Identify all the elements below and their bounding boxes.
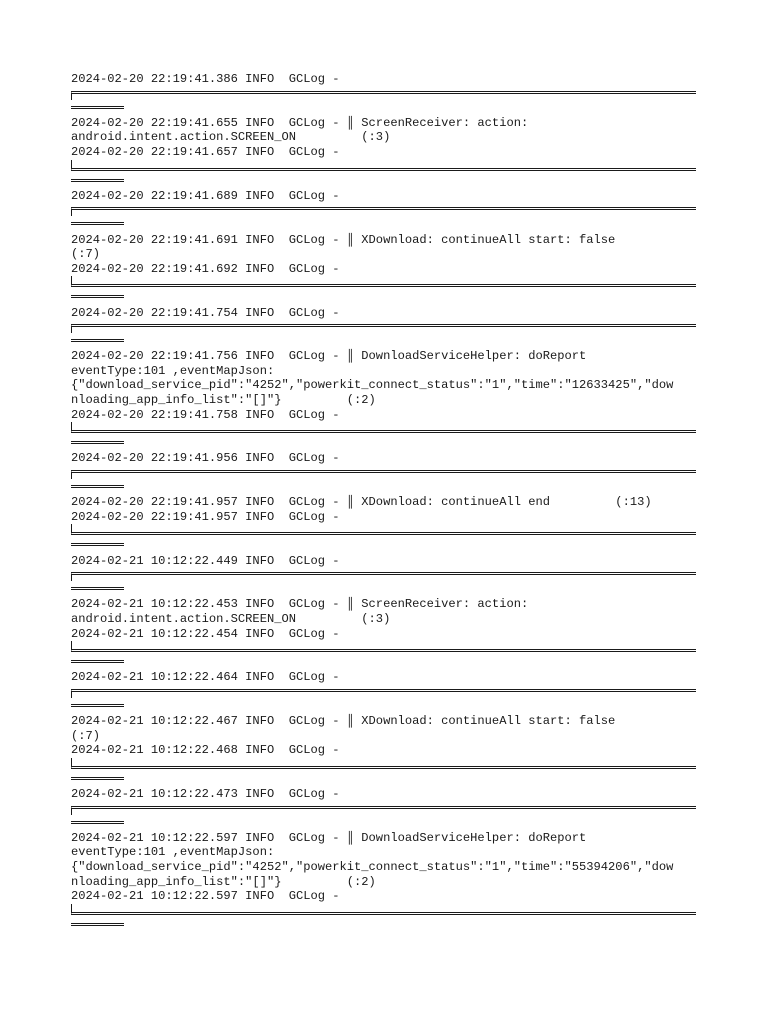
log-line: 2024-02-20 22:19:41.756 INFO GCLog - ║ DownloadServiceHelper: doReport xyxy=(71,349,587,364)
border-rule xyxy=(74,430,696,433)
log-line: 2024-02-20 22:19:41.655 INFO GCLog - ║ ScreenReceiver: action: xyxy=(71,115,529,130)
border-rule xyxy=(74,532,696,535)
border-rule-wrap xyxy=(71,543,124,546)
log-document xyxy=(71,72,701,933)
box-bottom-border xyxy=(71,160,701,189)
log-line: 2024-02-20 22:19:41.692 INFO GCLog - xyxy=(71,261,340,276)
log-line: 2024-02-21 10:12:22.597 INFO GCLog - ║ DownloadServiceHelper: doReport xyxy=(71,830,587,845)
border-rule-wrap xyxy=(71,777,124,780)
box-bottom-border xyxy=(71,758,701,787)
border-rule xyxy=(74,207,696,210)
log-line: 2024-02-21 10:12:22.473 INFO GCLog - xyxy=(71,787,340,802)
box-bottom-border xyxy=(71,641,701,670)
box-top-border xyxy=(71,685,701,714)
box-top-border xyxy=(71,802,701,831)
log-line: 2024-02-21 10:12:22.453 INFO GCLog - ║ ScreenReceiver: action: xyxy=(71,597,529,612)
box-top-border xyxy=(71,320,701,349)
border-rule xyxy=(74,324,696,327)
border-rule xyxy=(74,470,696,473)
log-line: android.intent.action.SCREEN_ON (:3) xyxy=(71,611,391,626)
box-bottom-border xyxy=(71,276,701,305)
log-line: {"download_service_pid":"4252","powerkit_connect_status":"1","time":"12633425","dow xyxy=(71,378,674,393)
log-line: nloading_app_info_list":"[]"} (:2) xyxy=(71,393,376,408)
log-line: (:7) xyxy=(71,247,101,262)
border-rule-wrap xyxy=(71,339,124,342)
log-line: eventType:101 ,eventMapJson: xyxy=(71,363,275,378)
log-line: 2024-02-21 10:12:22.597 INFO GCLog - xyxy=(71,889,340,904)
log-line: {"download_service_pid":"4252","powerkit_connect_status":"1","time":"55394206","dow xyxy=(71,860,674,875)
border-rule-wrap xyxy=(71,923,124,926)
log-line: 2024-02-20 22:19:41.386 INFO GCLog - xyxy=(71,72,340,86)
border-rule-wrap xyxy=(71,587,124,590)
log-line: 2024-02-21 10:12:22.468 INFO GCLog - xyxy=(71,743,340,758)
border-rule-wrap xyxy=(71,106,124,109)
log-line: 2024-02-20 22:19:41.758 INFO GCLog - xyxy=(71,407,340,422)
box-bottom-border xyxy=(71,904,701,933)
border-rule-wrap xyxy=(71,222,124,225)
border-rule-wrap xyxy=(71,704,124,707)
box-bottom-border xyxy=(71,524,701,553)
border-rule xyxy=(74,649,696,652)
border-rule-wrap xyxy=(71,179,124,182)
log-line: 2024-02-20 22:19:41.957 INFO GCLog - xyxy=(71,509,340,524)
log-line: 2024-02-21 10:12:22.467 INFO GCLog - ║ XDownload: continueAll start: false xyxy=(71,714,616,729)
border-rule-wrap xyxy=(71,295,124,298)
log-line: 2024-02-20 22:19:41.689 INFO GCLog - xyxy=(71,188,340,203)
border-rule xyxy=(74,766,696,769)
border-rule xyxy=(74,168,696,171)
log-line: nloading_app_info_list":"[]"} (:2) xyxy=(71,874,376,889)
log-line: android.intent.action.SCREEN_ON (:3) xyxy=(71,130,391,145)
log-line: 2024-02-20 22:19:41.956 INFO GCLog - xyxy=(71,451,340,466)
border-rule-wrap xyxy=(71,821,124,824)
box-top-border xyxy=(71,466,701,495)
border-rule xyxy=(74,689,696,692)
box-top-border xyxy=(71,568,701,597)
box-top-border xyxy=(71,87,701,116)
log-line: 2024-02-21 10:12:22.454 INFO GCLog - xyxy=(71,626,340,641)
border-rule xyxy=(74,912,696,915)
log-line: 2024-02-21 10:12:22.449 INFO GCLog - xyxy=(71,553,340,568)
box-top-border xyxy=(71,203,701,232)
log-line: 2024-02-20 22:19:41.754 INFO GCLog - xyxy=(71,305,340,320)
log-line: 2024-02-20 22:19:41.957 INFO GCLog - ║ XDownload: continueAll end (:13) xyxy=(71,495,652,510)
log-line: eventType:101 ,eventMapJson: xyxy=(71,845,275,860)
border-rule xyxy=(74,806,696,809)
border-rule xyxy=(74,91,696,94)
border-rule-wrap xyxy=(71,485,124,488)
log-line: 2024-02-20 22:19:41.657 INFO GCLog - xyxy=(71,144,340,159)
border-rule-wrap xyxy=(71,441,124,444)
border-rule xyxy=(74,572,696,575)
box-bottom-border xyxy=(71,422,701,451)
log-line: 2024-02-21 10:12:22.464 INFO GCLog - xyxy=(71,670,340,685)
border-rule-wrap xyxy=(71,660,124,663)
log-line: 2024-02-20 22:19:41.691 INFO GCLog - ║ XDownload: continueAll start: false xyxy=(71,232,616,247)
border-rule xyxy=(74,284,696,287)
log-line: (:7) xyxy=(71,728,101,743)
